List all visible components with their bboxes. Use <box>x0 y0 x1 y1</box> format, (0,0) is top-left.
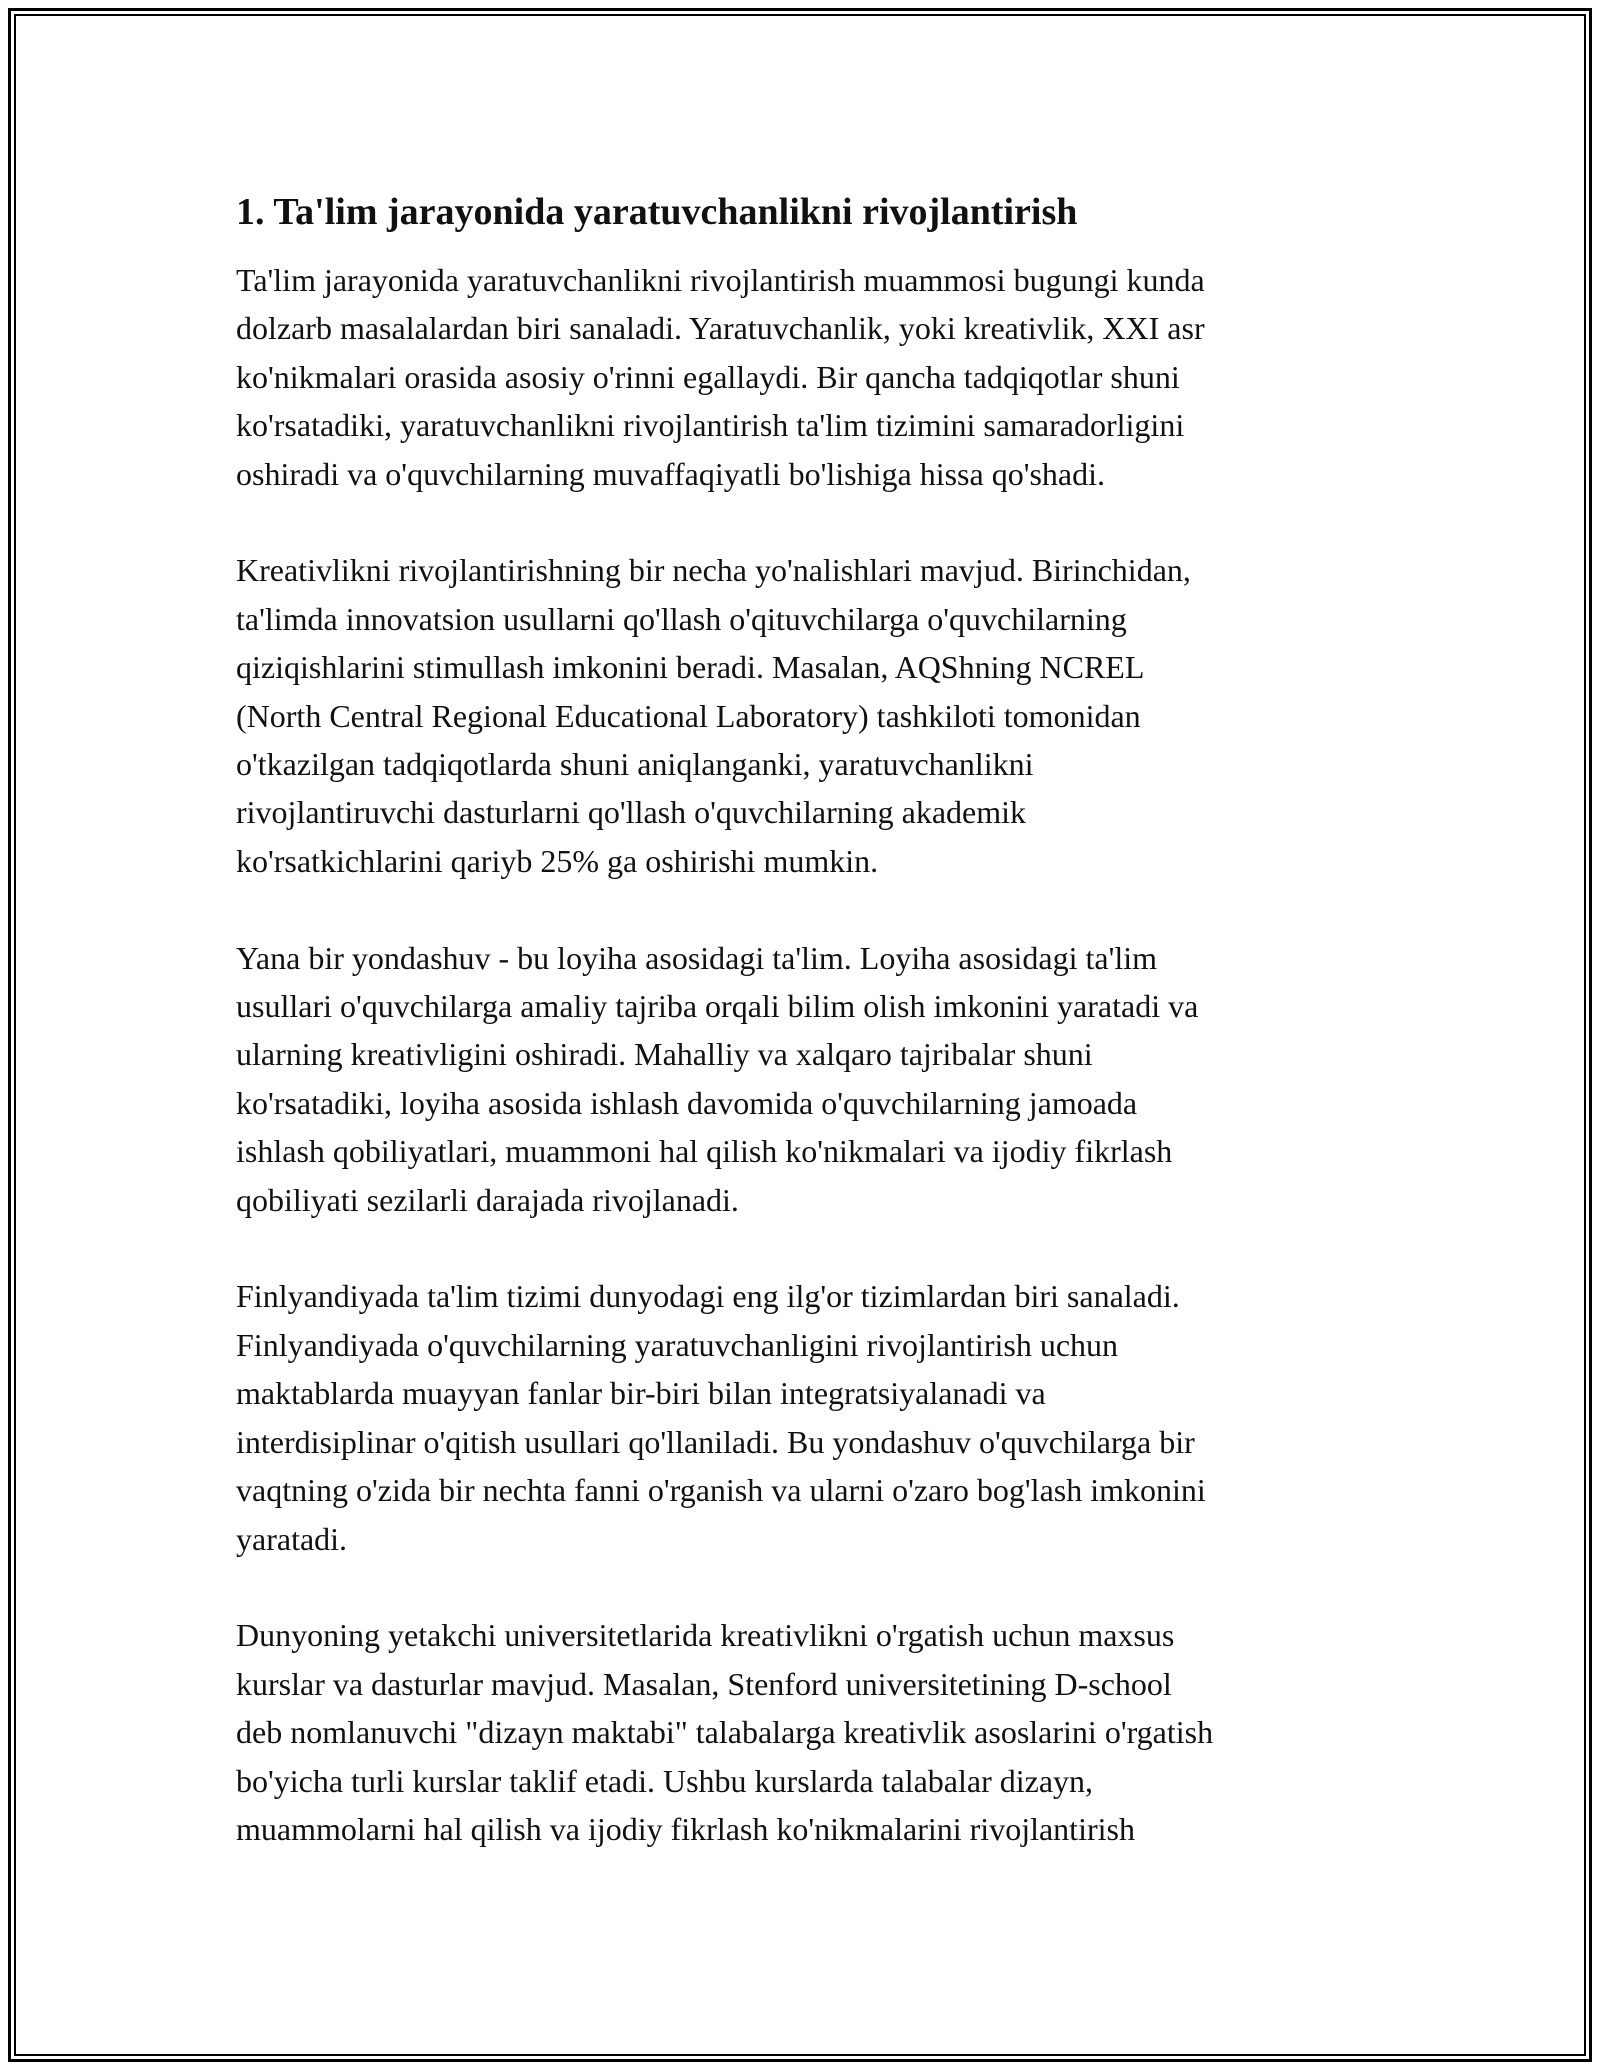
text-line: ko'rsatkichlarini qariyb 25% ga oshirishi mumkin. <box>236 842 879 879</box>
text-line: ishlash qobiliyatlari, muammoni hal qilish ko'nikmalari va ijodiy fikrlash <box>236 1133 1173 1170</box>
text-line: Ta'lim jarayonida yaratuvchanlikni rivojlantirish muammosi bugungi kunda <box>236 262 1205 298</box>
paragraph-4 <box>236 1272 1366 1562</box>
paragraph-3 <box>236 934 1366 1224</box>
text-line: Kreativlikni rivojlantirishning bir necha yo'nalishlari mavjud. Birinchidan, <box>236 552 1191 589</box>
paragraph-5 <box>236 1611 1366 1853</box>
text-line: Finlyandiyada ta'lim tizimi dunyodagi eng ilg'or tizimlardan biri sanaladi. <box>236 1278 1180 1315</box>
text-line: qobiliyati sezilarli darajada rivojlanadi. <box>236 1181 739 1218</box>
text-line: interdisiplinar o'qitish usullari qo'llaniladi. Bu yondashuv o'quvchilarga bir <box>236 1423 1195 1460</box>
document-body <box>236 186 1366 1902</box>
paragraph-1 <box>236 256 1366 498</box>
text-line: kurslar va dasturlar mavjud. Masalan, Stenford universitetining D-school <box>236 1665 1172 1702</box>
text-line: Yana bir yondashuv - bu loyiha asosidagi ta'lim. Loyiha asosidagi ta'lim <box>236 939 1158 976</box>
text-line: ko'nikmalari orasida asosiy o'rinni egallaydi. Bir qancha tadqiqotlar shuni <box>236 358 1180 395</box>
text-line: yaratadi. <box>236 1520 348 1557</box>
text-line: maktablarda muayyan fanlar bir-biri bilan integratsiyalanadi va <box>236 1375 1046 1412</box>
text-line: qiziqishlarini stimullash imkonini beradi. Masalan, AQShning NCREL <box>236 649 1145 686</box>
text-line: rivojlantiruvchi dasturlarni qo'llash o'quvchilarning akademik <box>236 794 1026 831</box>
text-line: usullari o'quvchilarga amaliy tajriba orqali bilim olish imkonini yaratadi va <box>236 988 1199 1025</box>
text-line: Dunyoning yetakchi universitetlarida kreativlikni o'rgatish uchun maxsus <box>236 1617 1175 1654</box>
paragraph-2 <box>236 546 1366 885</box>
text-line: o'tkazilgan tadqiqotlarda shuni aniqlanganki, yaratuvchanlikni <box>236 746 1034 783</box>
text-line: deb nomlanuvchi "dizayn maktabi" talabalarga kreativlik asoslarini o'rgatish <box>236 1714 1214 1751</box>
text-line: ko'rsatadiki, yaratuvchanlikni rivojlantirish ta'lim tizimini samaradorligini <box>236 407 1185 444</box>
text-line: bo'yicha turli kurslar taklif etadi. Ushbu kurslarda talabalar dizayn, <box>236 1762 1094 1799</box>
text-line: oshiradi va o'quvchilarning muvaffaqiyatli bo'lishiga hissa qo'shadi. <box>236 455 1105 492</box>
text-line: dolzarb masalalardan biri sanaladi. Yaratuvchanlik, yoki kreativlik, XXI asr <box>236 310 1205 347</box>
text-line: ularning kreativligini oshiradi. Mahalliy va xalqaro tajribalar shuni <box>236 1036 1093 1073</box>
section-heading: 1. Ta'lim jarayonida yaratuvchanlikni rivojlantirish <box>236 191 1078 233</box>
text-line: vaqtning o'zida bir nechta fanni o'rganish va ularni o'zaro bog'lash imkonini <box>236 1472 1206 1509</box>
text-line: (North Central Regional Educational Laboratory) tashkiloti tomonidan <box>236 697 1141 734</box>
text-line: ta'limda innovatsion usullarni qo'llash o'qituvchilarga o'quvchilarning <box>236 600 1127 637</box>
text-line: muammolarni hal qilish va ijodiy fikrlash ko'nikmalarini rivojlantirish <box>236 1810 1135 1847</box>
text-line: Finlyandiyada o'quvchilarning yaratuvchanligini rivojlantirish uchun <box>236 1326 1119 1363</box>
text-line: ko'rsatadiki, loyiha asosida ishlash davomida o'quvchilarning jamoada <box>236 1084 1138 1121</box>
